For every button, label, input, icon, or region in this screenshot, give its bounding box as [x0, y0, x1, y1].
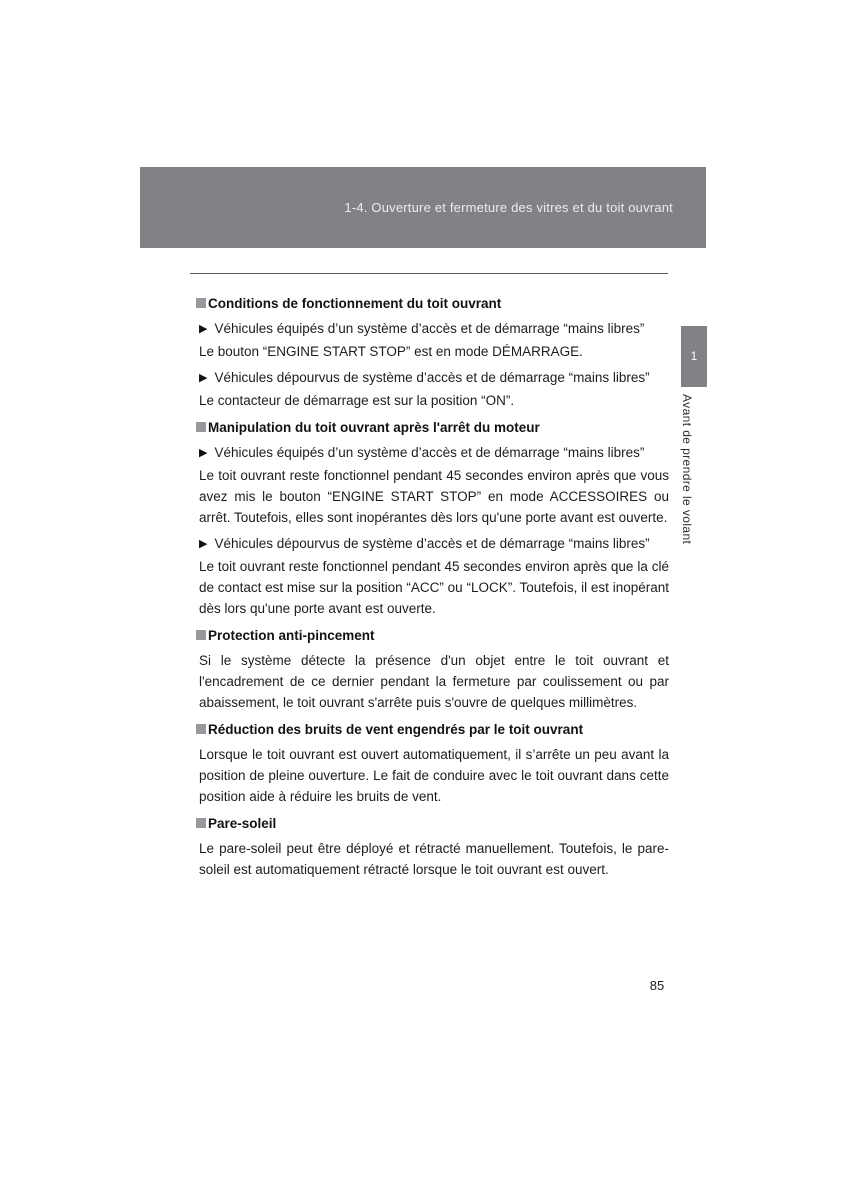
square-bullet-icon — [196, 724, 206, 734]
body-paragraph: Le bouton “ENGINE START STOP” est en mode DÉMARRAGE. — [199, 344, 583, 359]
section-heading-label: Réduction des bruits de vent engendrés par le toit ouvrant — [208, 722, 584, 737]
manual-section — [196, 293, 669, 411]
body-paragraph: Lorsque le toit ouvrant est ouvert automatiquement, il s’arrête un peu avant la position de pleine ouverture. Le fait de conduire avec le toit ouvrant dans cette position aide à réduire les bruits de vent. — [199, 747, 669, 804]
section-heading-label: Conditions de fonctionnement du toit ouvrant — [208, 296, 502, 311]
section-heading — [196, 293, 669, 314]
section-heading — [196, 719, 669, 740]
triangle-arrow-icon: ▶ — [199, 372, 208, 384]
section-heading — [196, 625, 669, 646]
body-paragraph: Le toit ouvrant reste fonctionnel pendant 45 secondes environ après que vous avez mis le bouton “ENGINE START STOP” en mode ACCESSOIRES ou arrêt. Toutefois, elles sont inopérantes dès lors qu'une porte avant est ouverte. — [199, 468, 669, 525]
square-bullet-icon — [196, 422, 206, 432]
square-bullet-icon — [196, 630, 206, 640]
manual-section — [196, 719, 669, 807]
manual-section — [196, 625, 669, 713]
variant-line — [199, 318, 669, 341]
chapter-tab-number: 1 — [690, 350, 698, 363]
variant-label: Véhicules équipés d’un système d’accès et de démarrage “mains libres” — [214, 445, 645, 460]
section-heading-label: Manipulation du toit ouvrant après l'arrêt du moteur — [208, 420, 540, 435]
chapter-side-label: Avant de prendre le volant — [680, 394, 694, 545]
triangle-arrow-icon: ▶ — [199, 447, 208, 459]
variant-label: Véhicules équipés d’un système d’accès et de démarrage “mains libres” — [214, 321, 645, 336]
variant-line — [199, 442, 669, 465]
square-bullet-icon — [196, 298, 206, 308]
section-heading-label: Protection anti-pincement — [208, 628, 375, 643]
section-divider-line — [190, 273, 668, 274]
variant-line — [199, 367, 669, 390]
body-paragraph: Le contacteur de démarrage est sur la position “ON”. — [199, 393, 515, 408]
triangle-arrow-icon: ▶ — [199, 538, 208, 550]
section-heading — [196, 813, 669, 834]
section-heading — [196, 417, 669, 438]
body-paragraph: Le pare-soleil peut être déployé et rétracté manuellement. Toutefois, le pare-soleil est automatiquement rétracté lorsque le toit ouvrant est ouvert. — [199, 841, 669, 877]
section-heading-label: Pare-soleil — [208, 816, 277, 831]
chapter-tab — [681, 326, 707, 387]
page-number: 85 — [649, 978, 665, 993]
square-bullet-icon — [196, 818, 206, 828]
body-paragraph: Le toit ouvrant reste fonctionnel pendant 45 secondes environ après que la clé de contact est mise sur la position “ACC” ou “LOCK”. Toutefois, il est inopérant dès lors qu'une porte avant est ouverte. — [199, 559, 669, 616]
body-paragraph: Si le système détecte la présence d'un objet entre le toit ouvrant et l'encadrement de ce dernier pendant la fermeture par coulissement ou par abaissement, le toit ouvrant s'arrête puis s'ouvre de quelques millimètres. — [199, 653, 669, 710]
chapter-band-title: 1-4. Ouverture et fermeture des vitres et du toit ouvrant — [344, 200, 673, 215]
triangle-arrow-icon: ▶ — [199, 323, 208, 335]
manual-section — [196, 813, 669, 880]
manual-section — [196, 417, 669, 619]
variant-label: Véhicules dépourvus de système d’accès et de démarrage “mains libres” — [214, 536, 650, 551]
chapter-band — [140, 167, 706, 248]
variant-label: Véhicules dépourvus de système d’accès et de démarrage “mains libres” — [214, 370, 650, 385]
content-column — [196, 287, 669, 886]
variant-line — [199, 533, 669, 556]
